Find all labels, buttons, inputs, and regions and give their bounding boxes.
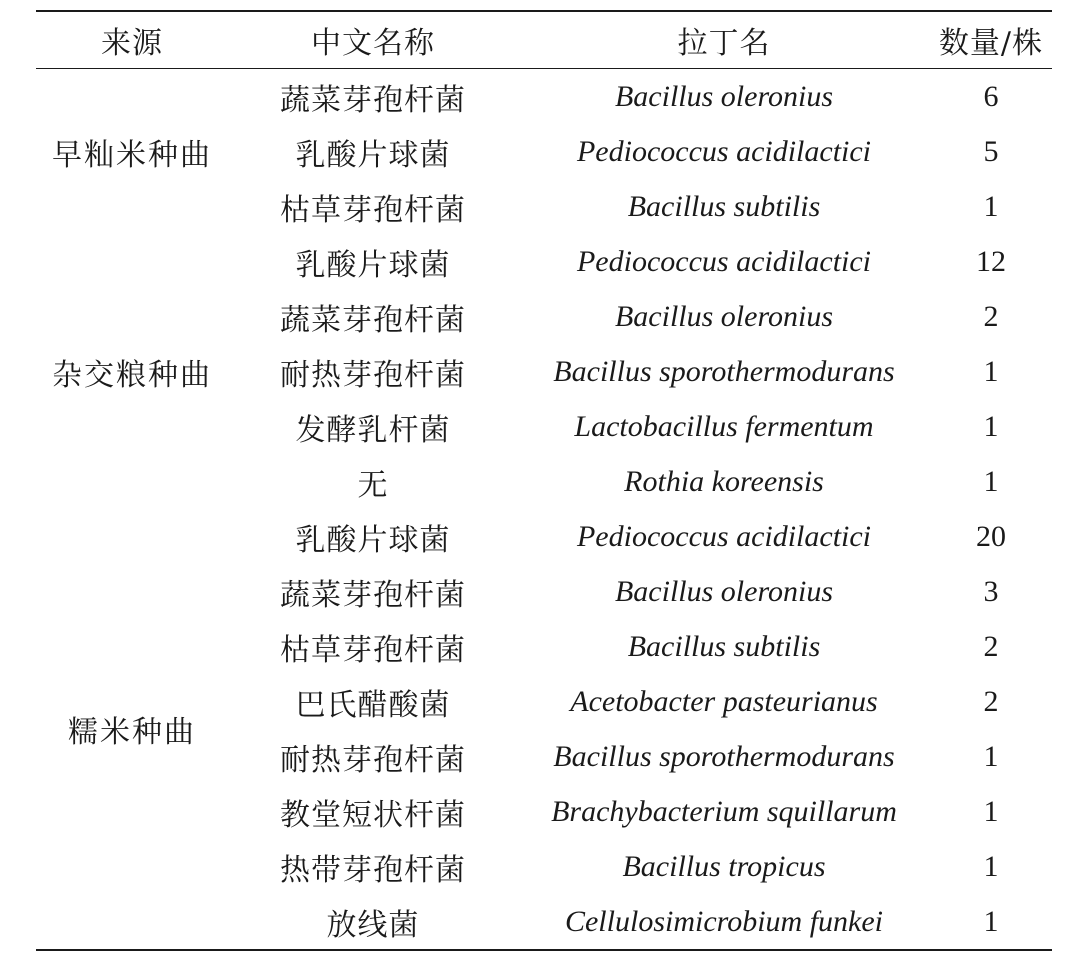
count-cell: 12 xyxy=(976,244,1006,278)
strain-table-container xyxy=(36,10,1052,951)
source-cell: 杂交粮种曲 xyxy=(52,357,212,393)
count-cell: 2 xyxy=(983,299,999,333)
latin-name-cell: Bacillus subtilis xyxy=(627,189,821,223)
header-row xyxy=(36,11,1052,69)
table-row xyxy=(36,234,1052,289)
header-source: 来源 xyxy=(101,26,163,61)
chinese-name-cell: 耐热芽孢杆菌 xyxy=(280,357,466,393)
count-cell: 1 xyxy=(983,354,999,388)
chinese-name-cell: 巴氏醋酸菌 xyxy=(295,687,451,723)
latin-name-cell: Brachybacterium squillarum xyxy=(551,794,897,828)
latin-name-cell: Rothia koreensis xyxy=(624,464,824,498)
count-cell: 5 xyxy=(983,134,999,168)
chinese-name-cell: 乳酸片球菌 xyxy=(295,247,451,283)
latin-name-cell: Bacillus subtilis xyxy=(627,629,821,663)
chinese-name-cell: 教堂短状杆菌 xyxy=(280,797,466,833)
source-cell: 糯米种曲 xyxy=(68,715,196,750)
count-cell: 1 xyxy=(983,464,999,498)
chinese-name-cell: 蔬菜芽孢杆菌 xyxy=(280,577,466,613)
count-cell: 1 xyxy=(983,189,999,223)
table-body xyxy=(36,69,1052,951)
chinese-name-cell: 放线菌 xyxy=(326,907,420,943)
header-latin-name: 拉丁名 xyxy=(677,26,771,61)
latin-name-cell: Bacillus oleronius xyxy=(614,574,834,608)
source-cell: 早籼米种曲 xyxy=(52,137,212,173)
latin-name-cell: Bacillus oleronius xyxy=(614,79,834,113)
latin-name-cell: Bacillus sporothermodurans xyxy=(553,354,895,388)
latin-name-cell: Bacillus oleronius xyxy=(614,299,834,333)
header-chinese-name: 中文名称 xyxy=(311,26,435,61)
count-cell: 20 xyxy=(976,519,1006,553)
latin-name-cell: Pediococcus acidilactici xyxy=(576,519,872,553)
count-cell: 2 xyxy=(983,684,999,718)
latin-name-cell: Bacillus tropicus xyxy=(622,849,826,883)
chinese-name-cell: 乳酸片球菌 xyxy=(295,522,451,558)
chinese-name-cell: 乳酸片球菌 xyxy=(295,137,451,173)
count-cell: 1 xyxy=(983,849,999,883)
header-count: 数量/株 xyxy=(938,26,1044,61)
count-cell: 1 xyxy=(983,904,999,938)
chinese-name-cell: 发酵乳杆菌 xyxy=(295,412,451,448)
latin-name-cell: Bacillus sporothermodurans xyxy=(553,739,895,773)
count-cell: 1 xyxy=(983,409,999,443)
latin-name-cell: Acetobacter pasteurianus xyxy=(570,684,878,718)
count-cell: 1 xyxy=(983,739,999,773)
strain-table xyxy=(36,10,1052,951)
latin-name-cell: Cellulosimicrobium funkei xyxy=(564,904,884,938)
chinese-name-cell: 蔬菜芽孢杆菌 xyxy=(280,302,466,338)
chinese-name-cell: 热带芽孢杆菌 xyxy=(280,852,466,888)
count-cell: 6 xyxy=(983,79,999,113)
chinese-name-cell: 无 xyxy=(357,467,389,503)
chinese-name-cell: 耐热芽孢杆菌 xyxy=(280,742,466,778)
count-cell: 3 xyxy=(983,574,999,608)
latin-name-cell: Pediococcus acidilactici xyxy=(576,134,872,168)
count-cell: 1 xyxy=(983,794,999,828)
table-row xyxy=(36,509,1052,564)
table-row xyxy=(36,69,1052,125)
count-cell: 2 xyxy=(983,629,999,663)
latin-name-cell: Lactobacillus fermentum xyxy=(574,409,874,443)
chinese-name-cell: 枯草芽孢杆菌 xyxy=(280,192,466,228)
table-header xyxy=(36,11,1052,69)
chinese-name-cell: 枯草芽孢杆菌 xyxy=(280,632,466,668)
latin-name-cell: Pediococcus acidilactici xyxy=(576,244,872,278)
chinese-name-cell: 蔬菜芽孢杆菌 xyxy=(280,82,466,118)
